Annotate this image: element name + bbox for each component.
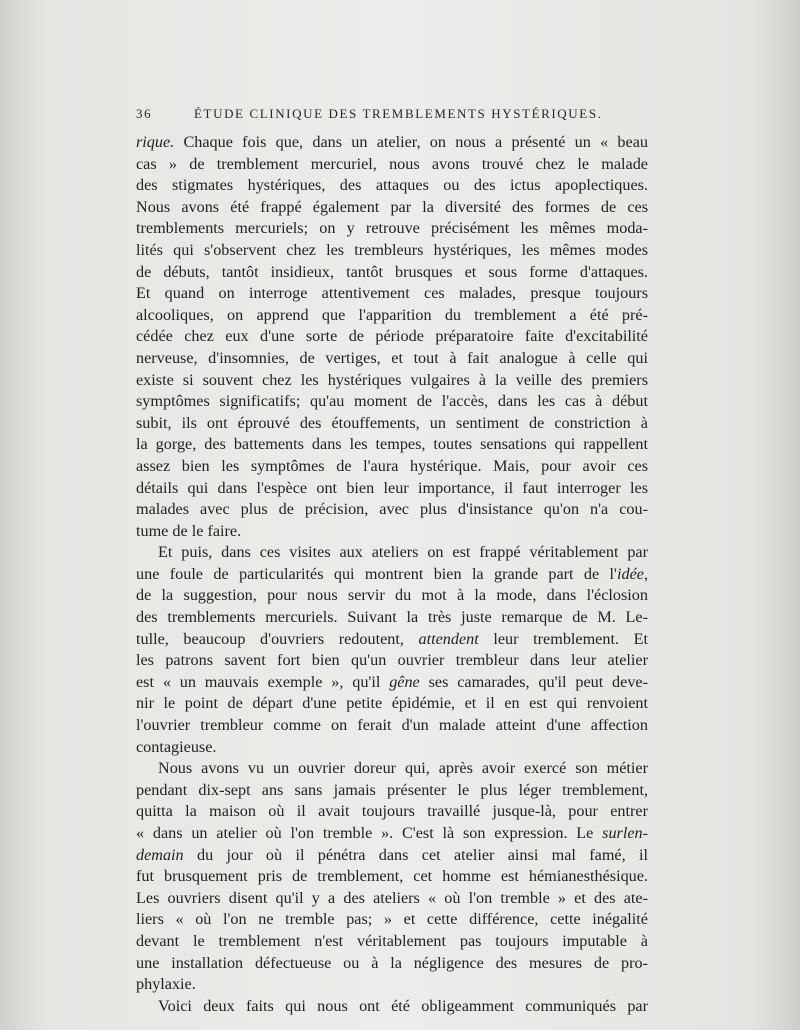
page-header [136,106,648,126]
text-line [136,845,648,867]
text-segment: ses camarades, qu'il peut deve- [419,672,649,691]
text-line [136,283,648,305]
text-segment: la gorge, des battements dans les tempes, toutes sensations qui rappellent [136,435,648,454]
italic-text: gêne [389,672,420,691]
running-title: ÉTUDE CLINIQUE DES TREMBLEMENTS HYSTÉRIQUES. [194,106,603,121]
text-line [136,456,648,478]
text-line [136,888,648,910]
text-line [136,305,648,327]
text-segment: , [643,564,648,583]
text-line [136,953,648,975]
text-segment: l'ouvrier trembleur comme on ferait d'un malade atteint d'une affection [136,716,648,735]
text-segment: alcooliques, on apprend que l'apparition du tremblement a été pré- [136,305,648,324]
text-line [136,823,648,845]
text-segment: tume de le faire. [136,521,242,540]
text-line [136,240,648,262]
text-line [136,909,648,931]
text-line [136,434,648,456]
text-segment: de débuts, tantôt insidieux, tantôt brusques et sous forme d'attaques. [136,262,648,281]
text-segment: Et puis, dans ces visites aux ateliers on est frappé véritablement par [158,543,648,562]
text-segment: subit, ils ont éprouvé des étouffements, un sentiment de constriction à [136,413,648,432]
text-segment: pendant dix-sept ans sans jamais présenter le plus léger tremblement, [136,780,648,799]
text-line [136,391,648,413]
text-segment: Chaque fois que, dans un atelier, on nous a présenté un « beau [174,133,648,151]
text-line [136,780,648,802]
text-segment: est « un mauvais exemple », qu'il [136,672,390,691]
page-number: 36 [136,106,153,121]
body-text [136,132,648,1017]
text-line [136,715,648,737]
text-segment: quitta la maison où il avait toujours travaillé jusque-là, pour entrer [136,802,648,821]
text-line [136,974,648,996]
text-segment: Voici deux faits qui nous ont été obligeamment communiqués par [158,996,648,1015]
text-segment: « dans un atelier où l'on tremble ». C'est là son expression. Le [136,824,603,842]
text-line [136,218,648,240]
text-line [136,650,648,672]
text-segment: cas » de tremblement mercuriel, nous avons trouvé chez le malade [136,154,648,173]
text-line [136,672,648,694]
text-segment: tremblements mercuriels; on y retrouve précisément les mêmes moda- [136,219,648,238]
text-line [136,326,648,348]
text-segment: phylaxie. [136,975,196,994]
text-segment: Nous avons vu un ouvrier doreur qui, après avoir exercé son métier [158,759,648,778]
text-segment: fut brusquement pris de tremblement, cet homme est hémianesthésique. [136,867,648,886]
text-segment: malades avec plus de précision, avec plus d'insistance qu'on n'a cou- [136,500,648,519]
text-line [136,499,648,521]
text-line [136,478,648,500]
text-segment: les patrons savent fort bien qu'un ouvrier trembleur dans leur atelier [136,651,648,670]
text-line [136,758,648,780]
text-line [136,413,648,435]
text-segment: tulle, beaucoup d'ouvriers redoutent, [136,629,419,648]
text-segment: des stigmates hystériques, des attaques ou des ictus apoplectiques. [136,176,648,195]
text-line [136,348,648,370]
text-segment: symptômes significatifs; qu'au moment de l'accès, dans les cas à début [136,392,648,411]
text-segment: assez bien les symptômes de l'aura hystérique. Mais, pour avoir ces [136,456,648,475]
text-line [136,132,648,154]
text-segment: de la suggestion, pour nous servir du mot à la mode, dans l'éclosion [136,586,648,605]
italic-text: demain [136,845,184,864]
text-segment: une foule de particularités qui montrent bien la grande part de l' [136,564,617,583]
italic-text: attendent [418,629,479,648]
text-segment: du jour où il pénétra dans cet atelier ainsi mal famé, il [183,845,648,864]
italic-text: rique. [136,133,175,151]
text-segment: nir le point de départ d'une petite épidémie, et il en est qui renvoient [136,694,648,713]
text-line [136,607,648,629]
text-line [136,737,648,759]
text-segment: Et quand on interroge attentivement ces malades, presque toujours [136,284,648,303]
text-line [136,693,648,715]
text-segment: liers « où l'on ne tremble pas; » et cette différence, cette inégalité [136,910,648,929]
italic-text: idée [616,564,644,583]
text-segment: lités qui s'observent chez les trembleurs hystériques, les mêmes modes [136,240,648,259]
italic-text: surlen- [602,824,648,842]
text-segment: des tremblements mercuriels. Suivant la très juste remarque de M. Le- [136,608,648,627]
text-line [136,585,648,607]
text-line [136,866,648,888]
text-segment: devant le tremblement n'est véritablement pas toujours imputable à [136,931,648,950]
text-line [136,175,648,197]
text-segment: existe si souvent chez les hystériques vulgaires à la veille des premiers [136,370,648,389]
text-segment: nerveuse, d'insomnies, de vertiges, et tout à fait analogue à celle qui [136,348,648,367]
text-segment: Les ouvriers disent qu'il y a des ateliers « où l'on tremble » et des ate- [136,888,648,907]
text-segment: cédée chez eux d'une sorte de période préparatoire faite d'excitabilité [136,327,648,346]
text-segment: Nous avons été frappé également par la diversité des formes de ces [136,197,648,216]
text-segment: une installation défectueuse ou à la négligence des mesures de pro- [136,953,648,972]
text-line [136,521,648,543]
text-line [136,564,648,586]
text-line [136,801,648,823]
text-line [136,629,648,651]
text-segment: contagieuse. [136,737,217,756]
text-line [136,542,648,564]
text-segment: leur tremblement. Et [478,629,648,648]
text-line [136,154,648,176]
text-segment: détails qui dans l'espèce ont bien leur importance, il faut interroger les [136,478,648,497]
text-line [136,197,648,219]
text-line [136,931,648,953]
text-line [136,370,648,392]
text-line [136,996,648,1018]
text-line [136,262,648,284]
